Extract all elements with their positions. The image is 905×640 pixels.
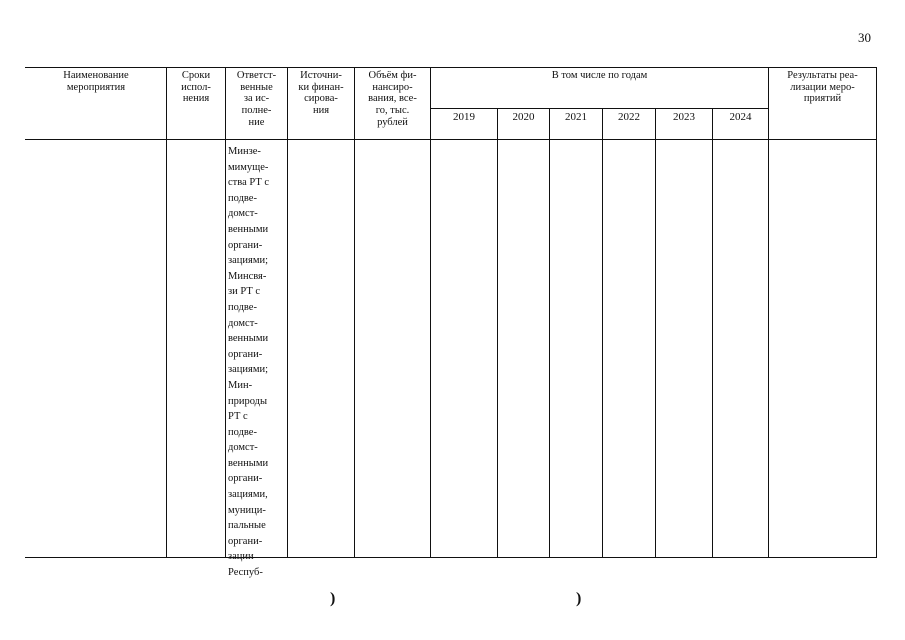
footer-mark: ) [330,590,336,607]
header-name: Наименование мероприятия [63,70,129,93]
col-border [549,108,550,558]
year-2019: 2019 [453,111,475,123]
year-2022: 2022 [618,111,640,123]
year-2021: 2021 [565,111,587,123]
col-border [497,108,498,558]
col-border [354,67,355,558]
col-border [712,108,713,558]
col-border [655,108,656,558]
header-by-years: В том числе по годам [551,70,648,81]
col-border [287,67,288,558]
header-sources: Источни- ки финан- сирова- ния [298,70,344,117]
col-border [602,108,603,558]
footer-mark: ) [576,590,582,607]
col-border [430,67,431,558]
header-results: Результаты реа- лизации меро- приятий [787,70,858,105]
table-bottom-border [25,557,876,558]
col-border [768,67,769,558]
header-terms: Сроки испол- нения [181,70,211,105]
header-volume: Объём фи- нансиро- вания, все- го, тыс. рублей [368,70,417,128]
year-2023: 2023 [673,111,695,123]
col-border [225,67,226,558]
header-responsible: Ответст- венные за ис- полне- ние [236,70,277,128]
responsible-cell-text: Минзе- мимуще- ства РТ с подве- домст- венными органи- зациями; Минсвя- зи РТ с подве- домст- венными органи- зациями; Мин- природы РТ с подве- домст- венными органи- зациями, муници- пальные органи- зации Респуб- [228,146,270,579]
year-2024: 2024 [729,111,752,123]
year-header-separator [430,108,768,109]
header-bottom-border [25,139,876,140]
col-border [166,67,167,558]
table-top-border [25,67,876,68]
col-border [876,67,877,558]
page-number: 30 [858,30,871,45]
year-2020: 2020 [512,111,535,123]
